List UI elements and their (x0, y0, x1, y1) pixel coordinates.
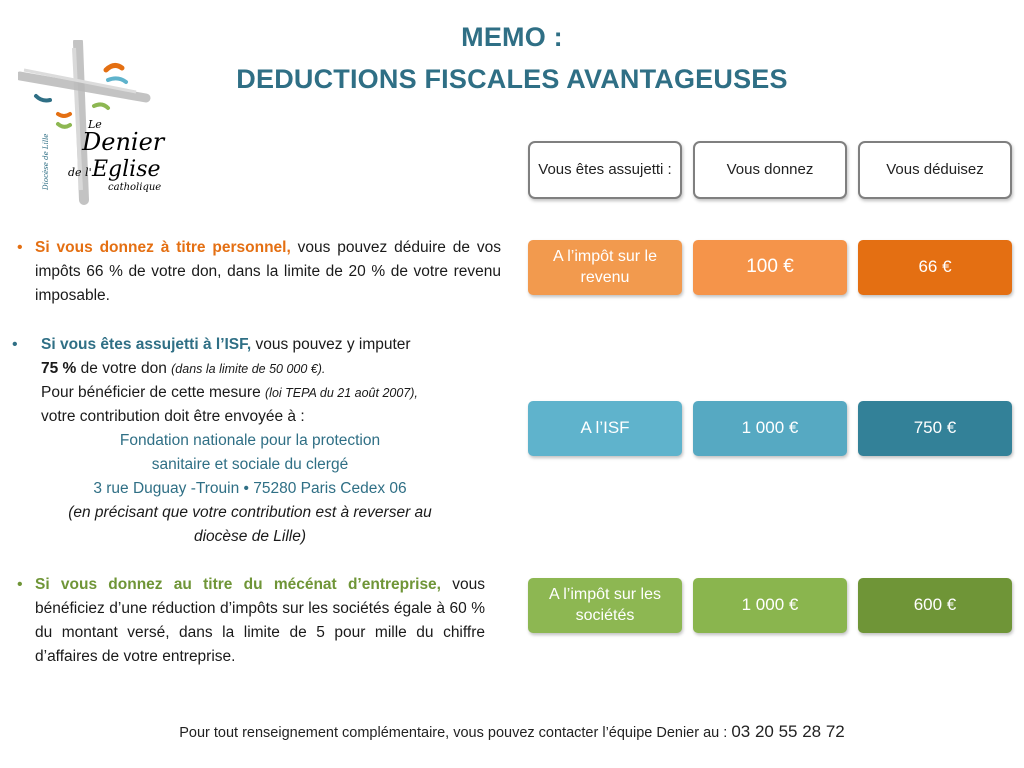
section-isf-line3 (41, 381, 511, 405)
section-personal (35, 236, 501, 308)
address-line-2: sanitaire et sociale du clergé (151, 456, 349, 473)
title-line-2: DEDUCTIONS FISCALES AVANTAGEUSES (236, 64, 788, 94)
section-isf-line3-text: Pour bénéficier de cette mesure (41, 384, 266, 401)
section-isf-line4: votre contribution doit être envoyée à : (41, 408, 305, 425)
header-deduisez: Vous déduisez (858, 141, 1012, 199)
section-company (35, 573, 485, 669)
address-line-3: 3 rue Duguay -Trouin • 75280 Paris Cedex 06 (93, 480, 407, 497)
row-is-deduct: 600 € (858, 578, 1012, 633)
footer (0, 722, 1024, 742)
logo-text-denier: Denier (82, 128, 165, 156)
section-personal-body: vous pouvez déduire de vos impôts 66 % de votre don, dans la limite de 20 % de votre revenu imposable. (35, 239, 501, 304)
reverse-note-1: (en précisant que votre contribution est à reverser au (68, 504, 432, 521)
bullet-3: • (17, 576, 23, 593)
cross-logo-icon (18, 40, 178, 205)
denier-logo (18, 40, 178, 205)
header-assujetti: Vous êtes assujetti : (528, 141, 682, 199)
section-company-lead: Si vous donnez au titre du mécénat d’entreprise, (35, 576, 441, 593)
logo-text-de-l: de l' (68, 166, 92, 179)
footer-phone: 03 20 55 28 72 (731, 722, 845, 741)
logo-text-le: Le (88, 118, 102, 131)
logo-text-eglise: Eglise (92, 157, 161, 182)
title-line-1: MEMO : (461, 22, 563, 52)
row-ir-donate: 100 € (693, 240, 847, 295)
row-isf-donate: 1 000 € (693, 401, 847, 456)
row-is-label: A l’impôt sur les sociétés (528, 578, 682, 633)
section-isf-lead: Si vous êtes assujetti à l’ISF, (41, 336, 252, 353)
row-is-donate: 1 000 € (693, 578, 847, 633)
section-isf-pct: 75 % (41, 360, 77, 377)
section-isf-line2 (41, 357, 511, 381)
footer-text: Pour tout renseignement complémentaire, vous pouvez contacter l’équipe Denier au : (179, 725, 732, 741)
row-ir-label: A l’impôt sur le revenu (528, 240, 682, 295)
section-isf-line1 (41, 333, 511, 357)
section-isf-law-note: (loi TEPA du 21 août 2007), (265, 386, 418, 400)
reverse-note-2: diocèse de Lille) (193, 528, 306, 545)
logo-text-catholique: catholique (108, 182, 162, 193)
logo-text-side: Diocèse de Lille (42, 133, 50, 190)
address-line-1: Fondation nationale pour la protection (119, 432, 381, 449)
row-isf-label: A l’ISF (528, 401, 682, 456)
section-isf-line2-rest: de votre don (76, 360, 172, 377)
section-personal-lead: Si vous donnez à titre personnel, (35, 239, 291, 256)
section-company-body: vous bénéficiez d’une réduction d’impôts sur les sociétés égale à 60 % du montant versé, dans la limite de 5 pour mille du chiffre d’affaires de votre entreprise. (35, 576, 485, 665)
row-isf-deduct: 750 € (858, 401, 1012, 456)
section-isf-limit-note: (dans la limite de 50 000 €). (171, 362, 326, 376)
bullet-1: • (17, 239, 23, 256)
section-isf-line1-rest: vous pouvez y imputer (251, 336, 411, 353)
bullet-2: • (12, 336, 18, 353)
row-ir-deduct: 66 € (858, 240, 1012, 295)
header-donnez: Vous donnez (693, 141, 847, 199)
